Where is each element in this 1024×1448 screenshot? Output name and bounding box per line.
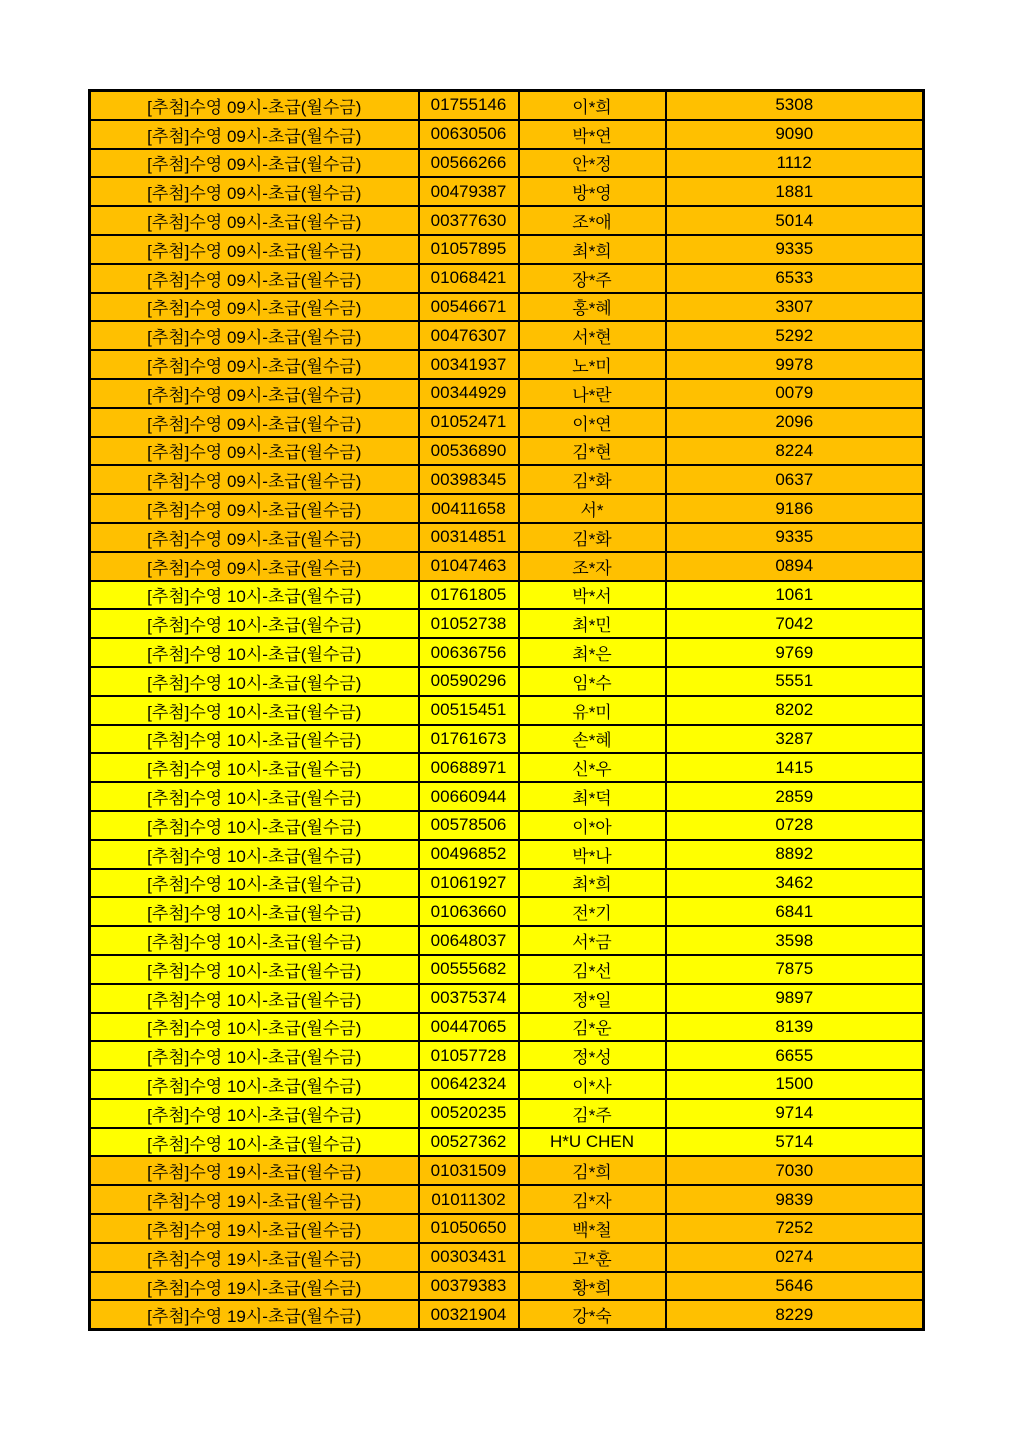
table-row	[90, 465, 924, 494]
cell-name: 백*철	[519, 1214, 666, 1243]
cell-name: 김*자	[519, 1185, 666, 1214]
cell-draw-number: 9335	[666, 523, 924, 552]
table-row	[90, 667, 924, 696]
cell-program: [추첨]수영 09시-초급(월수금)	[90, 206, 419, 235]
cell-program: [추첨]수영 10시-초급(월수금)	[90, 609, 419, 638]
cell-member-id: 01057728	[419, 1041, 519, 1070]
cell-name: 박*나	[519, 840, 666, 869]
table-row	[90, 1214, 924, 1243]
cell-program: [추첨]수영 10시-초급(월수금)	[90, 869, 419, 898]
cell-name: 김*희	[519, 1156, 666, 1185]
table-row	[90, 1156, 924, 1185]
cell-name: 손*혜	[519, 725, 666, 754]
cell-draw-number: 8224	[666, 437, 924, 466]
draw-results-table-body	[90, 91, 924, 1330]
cell-draw-number: 0894	[666, 552, 924, 581]
cell-name: 김*화	[519, 465, 666, 494]
cell-draw-number: 0637	[666, 465, 924, 494]
cell-name: 고*훈	[519, 1243, 666, 1272]
cell-member-id: 00648037	[419, 926, 519, 955]
cell-member-id: 00636756	[419, 638, 519, 667]
cell-draw-number: 9978	[666, 350, 924, 379]
cell-program: [추첨]수영 10시-초급(월수금)	[90, 581, 419, 610]
cell-program: [추첨]수영 19시-초급(월수금)	[90, 1300, 419, 1329]
cell-program: [추첨]수영 09시-초급(월수금)	[90, 264, 419, 293]
cell-name: 최*희	[519, 869, 666, 898]
cell-member-id: 00314851	[419, 523, 519, 552]
cell-program: [추첨]수영 09시-초급(월수금)	[90, 494, 419, 523]
cell-program: [추첨]수영 10시-초급(월수금)	[90, 897, 419, 926]
table-row	[90, 552, 924, 581]
cell-member-id: 00398345	[419, 465, 519, 494]
cell-draw-number: 1881	[666, 177, 924, 206]
cell-member-id: 01761805	[419, 581, 519, 610]
cell-program: [추첨]수영 09시-초급(월수금)	[90, 523, 419, 552]
cell-program: [추첨]수영 19시-초급(월수금)	[90, 1185, 419, 1214]
cell-name: 조*애	[519, 206, 666, 235]
cell-draw-number: 9186	[666, 494, 924, 523]
cell-draw-number: 5646	[666, 1272, 924, 1301]
cell-draw-number: 8892	[666, 840, 924, 869]
table-row	[90, 782, 924, 811]
cell-name: 김*운	[519, 1013, 666, 1042]
cell-member-id: 00688971	[419, 753, 519, 782]
cell-program: [추첨]수영 09시-초급(월수금)	[90, 379, 419, 408]
cell-program: [추첨]수영 10시-초급(월수금)	[90, 667, 419, 696]
cell-member-id: 00536890	[419, 437, 519, 466]
cell-draw-number: 5551	[666, 667, 924, 696]
cell-name: 이*희	[519, 91, 666, 120]
cell-program: [추첨]수영 10시-초급(월수금)	[90, 638, 419, 667]
table-row	[90, 696, 924, 725]
cell-name: 최*민	[519, 609, 666, 638]
cell-member-id: 00321904	[419, 1300, 519, 1329]
cell-name: 김*현	[519, 437, 666, 466]
cell-program: [추첨]수영 10시-초급(월수금)	[90, 696, 419, 725]
table-row	[90, 1070, 924, 1099]
cell-member-id: 01052738	[419, 609, 519, 638]
cell-program: [추첨]수영 19시-초급(월수금)	[90, 1272, 419, 1301]
cell-draw-number: 5014	[666, 206, 924, 235]
table-row	[90, 725, 924, 754]
table-row	[90, 264, 924, 293]
cell-program: [추첨]수영 10시-초급(월수금)	[90, 984, 419, 1013]
cell-name: 김*화	[519, 523, 666, 552]
cell-member-id: 01050650	[419, 1214, 519, 1243]
cell-member-id: 01755146	[419, 91, 519, 120]
cell-draw-number: 1415	[666, 753, 924, 782]
cell-member-id: 00479387	[419, 177, 519, 206]
cell-member-id: 01761673	[419, 725, 519, 754]
cell-program: [추첨]수영 09시-초급(월수금)	[90, 91, 419, 120]
cell-program: [추첨]수영 09시-초급(월수금)	[90, 120, 419, 149]
cell-draw-number: 1500	[666, 1070, 924, 1099]
cell-draw-number: 9714	[666, 1099, 924, 1128]
table-row	[90, 494, 924, 523]
cell-name: 서*	[519, 494, 666, 523]
cell-name: 최*희	[519, 235, 666, 264]
cell-program: [추첨]수영 09시-초급(월수금)	[90, 437, 419, 466]
table-row	[90, 235, 924, 264]
table-row	[90, 91, 924, 120]
cell-program: [추첨]수영 10시-초급(월수금)	[90, 955, 419, 984]
cell-name: 박*연	[519, 120, 666, 149]
cell-member-id: 01047463	[419, 552, 519, 581]
table-row	[90, 897, 924, 926]
cell-program: [추첨]수영 10시-초급(월수금)	[90, 840, 419, 869]
cell-member-id: 00642324	[419, 1070, 519, 1099]
table-row	[90, 581, 924, 610]
table-row	[90, 1128, 924, 1157]
table-row	[90, 1099, 924, 1128]
cell-name: 김*선	[519, 955, 666, 984]
cell-name: 홍*혜	[519, 293, 666, 322]
cell-draw-number: 0079	[666, 379, 924, 408]
cell-program: [추첨]수영 09시-초급(월수금)	[90, 321, 419, 350]
cell-name: 최*은	[519, 638, 666, 667]
cell-member-id: 00447065	[419, 1013, 519, 1042]
cell-member-id: 01052471	[419, 408, 519, 437]
table-row	[90, 177, 924, 206]
cell-member-id: 01031509	[419, 1156, 519, 1185]
cell-draw-number: 0728	[666, 811, 924, 840]
cell-name: 서*금	[519, 926, 666, 955]
cell-draw-number: 7252	[666, 1214, 924, 1243]
cell-draw-number: 6655	[666, 1041, 924, 1070]
cell-draw-number: 3307	[666, 293, 924, 322]
cell-member-id: 00527362	[419, 1128, 519, 1157]
cell-member-id: 00496852	[419, 840, 519, 869]
cell-program: [추첨]수영 19시-초급(월수금)	[90, 1214, 419, 1243]
cell-member-id: 00341937	[419, 350, 519, 379]
cell-draw-number: 9335	[666, 235, 924, 264]
cell-member-id: 00344929	[419, 379, 519, 408]
cell-name: 정*성	[519, 1041, 666, 1070]
cell-draw-number: 5714	[666, 1128, 924, 1157]
cell-draw-number: 9839	[666, 1185, 924, 1214]
cell-program: [추첨]수영 10시-초급(월수금)	[90, 753, 419, 782]
cell-draw-number: 7875	[666, 955, 924, 984]
table-row	[90, 840, 924, 869]
cell-name: 최*덕	[519, 782, 666, 811]
table-row	[90, 926, 924, 955]
draw-results-table	[88, 89, 925, 1331]
cell-member-id: 00377630	[419, 206, 519, 235]
cell-draw-number: 9090	[666, 120, 924, 149]
cell-name: H*U CHEN	[519, 1128, 666, 1157]
cell-member-id: 00590296	[419, 667, 519, 696]
cell-member-id: 01057895	[419, 235, 519, 264]
table-row	[90, 206, 924, 235]
table-row	[90, 408, 924, 437]
cell-draw-number: 3462	[666, 869, 924, 898]
table-row	[90, 293, 924, 322]
cell-draw-number: 2096	[666, 408, 924, 437]
cell-draw-number: 7042	[666, 609, 924, 638]
cell-program: [추첨]수영 10시-초급(월수금)	[90, 811, 419, 840]
table-row	[90, 609, 924, 638]
cell-program: [추첨]수영 10시-초급(월수금)	[90, 1070, 419, 1099]
cell-program: [추첨]수영 10시-초급(월수금)	[90, 926, 419, 955]
table-row	[90, 638, 924, 667]
cell-program: [추첨]수영 09시-초급(월수금)	[90, 350, 419, 379]
cell-program: [추첨]수영 10시-초급(월수금)	[90, 725, 419, 754]
cell-program: [추첨]수영 09시-초급(월수금)	[90, 552, 419, 581]
cell-member-id: 00411658	[419, 494, 519, 523]
cell-name: 박*서	[519, 581, 666, 610]
cell-name: 서*현	[519, 321, 666, 350]
cell-name: 강*숙	[519, 1300, 666, 1329]
cell-program: [추첨]수영 09시-초급(월수금)	[90, 408, 419, 437]
cell-name: 방*영	[519, 177, 666, 206]
cell-program: [추첨]수영 10시-초급(월수금)	[90, 1099, 419, 1128]
cell-program: [추첨]수영 19시-초급(월수금)	[90, 1156, 419, 1185]
cell-draw-number: 1061	[666, 581, 924, 610]
cell-name: 전*기	[519, 897, 666, 926]
cell-name: 김*주	[519, 1099, 666, 1128]
cell-program: [추첨]수영 09시-초급(월수금)	[90, 465, 419, 494]
cell-draw-number: 9897	[666, 984, 924, 1013]
cell-draw-number: 3287	[666, 725, 924, 754]
cell-draw-number: 5292	[666, 321, 924, 350]
cell-name: 유*미	[519, 696, 666, 725]
cell-draw-number: 2859	[666, 782, 924, 811]
cell-program: [추첨]수영 09시-초급(월수금)	[90, 293, 419, 322]
cell-name: 나*란	[519, 379, 666, 408]
table-row	[90, 321, 924, 350]
cell-member-id: 00476307	[419, 321, 519, 350]
cell-name: 황*희	[519, 1272, 666, 1301]
table-row	[90, 379, 924, 408]
cell-member-id: 01068421	[419, 264, 519, 293]
cell-name: 이*연	[519, 408, 666, 437]
cell-program: [추첨]수영 10시-초급(월수금)	[90, 1013, 419, 1042]
cell-draw-number: 5308	[666, 91, 924, 120]
table-row	[90, 437, 924, 466]
cell-member-id: 00520235	[419, 1099, 519, 1128]
cell-draw-number: 0274	[666, 1243, 924, 1272]
cell-member-id: 00630506	[419, 120, 519, 149]
cell-program: [추첨]수영 19시-초급(월수금)	[90, 1243, 419, 1272]
table-row	[90, 1041, 924, 1070]
cell-member-id: 01061927	[419, 869, 519, 898]
cell-program: [추첨]수영 10시-초급(월수금)	[90, 1041, 419, 1070]
cell-draw-number: 8139	[666, 1013, 924, 1042]
cell-draw-number: 1112	[666, 149, 924, 178]
cell-program: [추첨]수영 10시-초급(월수금)	[90, 782, 419, 811]
cell-draw-number: 7030	[666, 1156, 924, 1185]
cell-name: 정*일	[519, 984, 666, 1013]
table-row	[90, 753, 924, 782]
cell-program: [추첨]수영 10시-초급(월수금)	[90, 1128, 419, 1157]
table-row	[90, 1272, 924, 1301]
cell-name: 안*정	[519, 149, 666, 178]
cell-member-id: 00546671	[419, 293, 519, 322]
cell-name: 노*미	[519, 350, 666, 379]
cell-name: 조*자	[519, 552, 666, 581]
cell-name: 이*아	[519, 811, 666, 840]
cell-program: [추첨]수영 09시-초급(월수금)	[90, 177, 419, 206]
table-row	[90, 984, 924, 1013]
cell-draw-number: 3598	[666, 926, 924, 955]
cell-draw-number: 9769	[666, 638, 924, 667]
cell-member-id: 00660944	[419, 782, 519, 811]
cell-draw-number: 6841	[666, 897, 924, 926]
cell-member-id: 00379383	[419, 1272, 519, 1301]
cell-name: 신*우	[519, 753, 666, 782]
cell-name: 이*사	[519, 1070, 666, 1099]
table-row	[90, 1013, 924, 1042]
cell-name: 임*수	[519, 667, 666, 696]
table-row	[90, 120, 924, 149]
cell-program: [추첨]수영 09시-초급(월수금)	[90, 235, 419, 264]
cell-member-id: 00578506	[419, 811, 519, 840]
cell-member-id: 00303431	[419, 1243, 519, 1272]
table-row	[90, 149, 924, 178]
table-row	[90, 955, 924, 984]
cell-member-id: 00375374	[419, 984, 519, 1013]
cell-member-id: 00555682	[419, 955, 519, 984]
cell-member-id: 01011302	[419, 1185, 519, 1214]
cell-name: 장*주	[519, 264, 666, 293]
cell-member-id: 00566266	[419, 149, 519, 178]
table-row	[90, 523, 924, 552]
table-row	[90, 350, 924, 379]
table-row	[90, 1243, 924, 1272]
table-row	[90, 1300, 924, 1329]
cell-member-id: 01063660	[419, 897, 519, 926]
cell-draw-number: 8229	[666, 1300, 924, 1329]
cell-member-id: 00515451	[419, 696, 519, 725]
cell-draw-number: 6533	[666, 264, 924, 293]
cell-draw-number: 8202	[666, 696, 924, 725]
table-row	[90, 1185, 924, 1214]
cell-program: [추첨]수영 09시-초급(월수금)	[90, 149, 419, 178]
table-row	[90, 869, 924, 898]
table-row	[90, 811, 924, 840]
